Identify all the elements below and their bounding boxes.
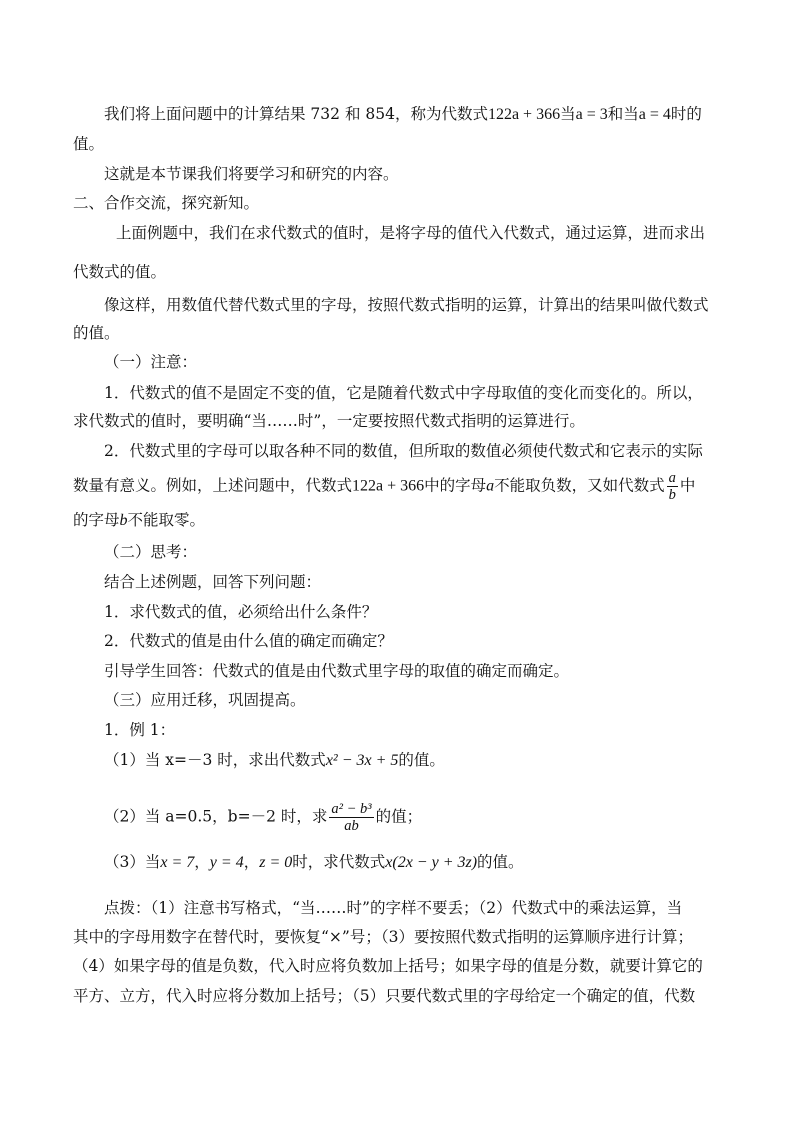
text-span: （3）当 [104, 853, 161, 871]
question-2: 2．代数式的值是由什么值的确定而确定？ [104, 632, 393, 650]
question-1: 1．求代数式的值，必须给出什么条件？ [104, 603, 378, 621]
fraction-denominator: b [668, 487, 676, 503]
note-2-line-2 [73, 470, 695, 503]
section-heading-2: 二、合作交流，探究新知。 [73, 194, 260, 212]
text-span: ， [194, 853, 210, 871]
paragraph-content-intro: 这就是本节课我们将要学习和研究的内容。 [104, 165, 399, 183]
text-span: 中的字母 [424, 476, 487, 495]
tip-line-3: （4）如果字母的值是负数，代入时应将负数加上括号；如果字母的值是分数，就要计算它的 [73, 957, 703, 975]
think-intro: 结合上述例题，回答下列问题： [104, 573, 322, 591]
example-1-item-2 [104, 801, 422, 834]
text-span: （1）当 x=－3 时，求出代数式 [104, 751, 326, 769]
math-expression: x(2x − y + 3z) [385, 854, 478, 871]
fraction-expression [329, 801, 373, 834]
text-span: 时，求代数式 [292, 853, 386, 871]
text-span: 不能取负数，又如代数式 [494, 476, 665, 495]
text-span: 时的 [670, 105, 702, 123]
fraction-denominator: ab [344, 818, 359, 834]
text-span: 我们将上面问题中的计算结果 732 和 854，称为代数式 [104, 105, 488, 123]
note-2-line-1: 2．代数式里的字母可以取各种不同的数值，但所取的数值必须使代数式和它表示的实际 [104, 442, 703, 460]
paragraph-method-line-1: 上面例题中，我们在求代数式的值时，是将字母的值代入代数式，通过运算，进而求出 [116, 224, 706, 242]
apply-heading: （三）应用迁移，巩固提高。 [104, 691, 306, 709]
text-span: 的字母 [73, 511, 120, 529]
fraction-numerator: a [668, 470, 676, 486]
math-variable: a [486, 477, 495, 495]
math-expression: z = 0 [259, 854, 293, 871]
math-expression: x² − 3x + 5 [325, 752, 399, 769]
note-2-line-3 [73, 510, 205, 531]
note-heading: （一）注意： [104, 353, 198, 371]
math-expression: 122a + 366 [352, 477, 425, 495]
tip-line-1: 点拨：（1）注意书写格式，“当……时”的字样不要丢；（2）代数式中的乘法运算，当 [104, 899, 683, 917]
math-expression: x = 7 [160, 854, 195, 871]
definition-line-2: 的值。 [73, 324, 120, 342]
text-span: 的值。 [398, 751, 445, 769]
tip-line-2: 其中的字母用数字在替代时，要恢复“×”号；（3）要按照代数式指明的运算顺序进行计算； [73, 928, 693, 946]
text-span: 的值。 [477, 853, 524, 871]
paragraph-intro-line-2: 值。 [73, 135, 105, 153]
math-expression: a = 3 [575, 106, 608, 123]
text-span: 不能取零。 [127, 511, 206, 529]
text-span: 的值； [375, 807, 423, 826]
text-span: 中 [679, 476, 696, 495]
text-span: （2）当 a=0.5，b=－2 时，求 [104, 807, 328, 826]
paragraph-intro-line-1 [104, 104, 702, 125]
math-expression: a = 4 [638, 106, 671, 123]
text-span: 当 [560, 105, 576, 123]
math-expression: y = 4 [209, 854, 244, 871]
math-expression: 122a + 366 [487, 106, 561, 123]
fraction-numerator: a² − b³ [331, 801, 372, 817]
text-span: ， [243, 853, 260, 871]
math-variable: b [119, 512, 128, 529]
definition-line-1: 像这样，用数值代替代数式里的字母，按照代数式指明的运算，计算出的结果叫做代数式 [104, 296, 709, 314]
fraction-a-over-b [667, 470, 678, 503]
note-1-line-2: 求代数式的值时，要明确“当……时”，一定要按照代数式指明的运算进行。 [73, 412, 585, 430]
guided-answer: 引导学生回答：代数式的值是由代数式里字母的取值的确定而确定。 [104, 662, 570, 680]
think-heading: （二）思考： [104, 543, 198, 561]
tip-line-4: 平方、立方，代入时应将分数加上括号；（5）只要代数式里的字母给定一个确定的值，代数 [73, 987, 696, 1005]
note-1-line-1: 1．代数式的值不是固定不变的值，它是随着代数式中字母取值的变化而变化的。所以， [104, 384, 703, 402]
example-heading: 1．例 1： [104, 721, 176, 739]
example-1-item-3 [104, 852, 524, 873]
text-span: 数量有意义。例如，上述问题中，代数式 [73, 476, 353, 495]
example-1-item-1 [104, 750, 445, 771]
paragraph-method-line-2: 代数式的值。 [73, 263, 167, 281]
text-span: 和当 [607, 105, 639, 123]
